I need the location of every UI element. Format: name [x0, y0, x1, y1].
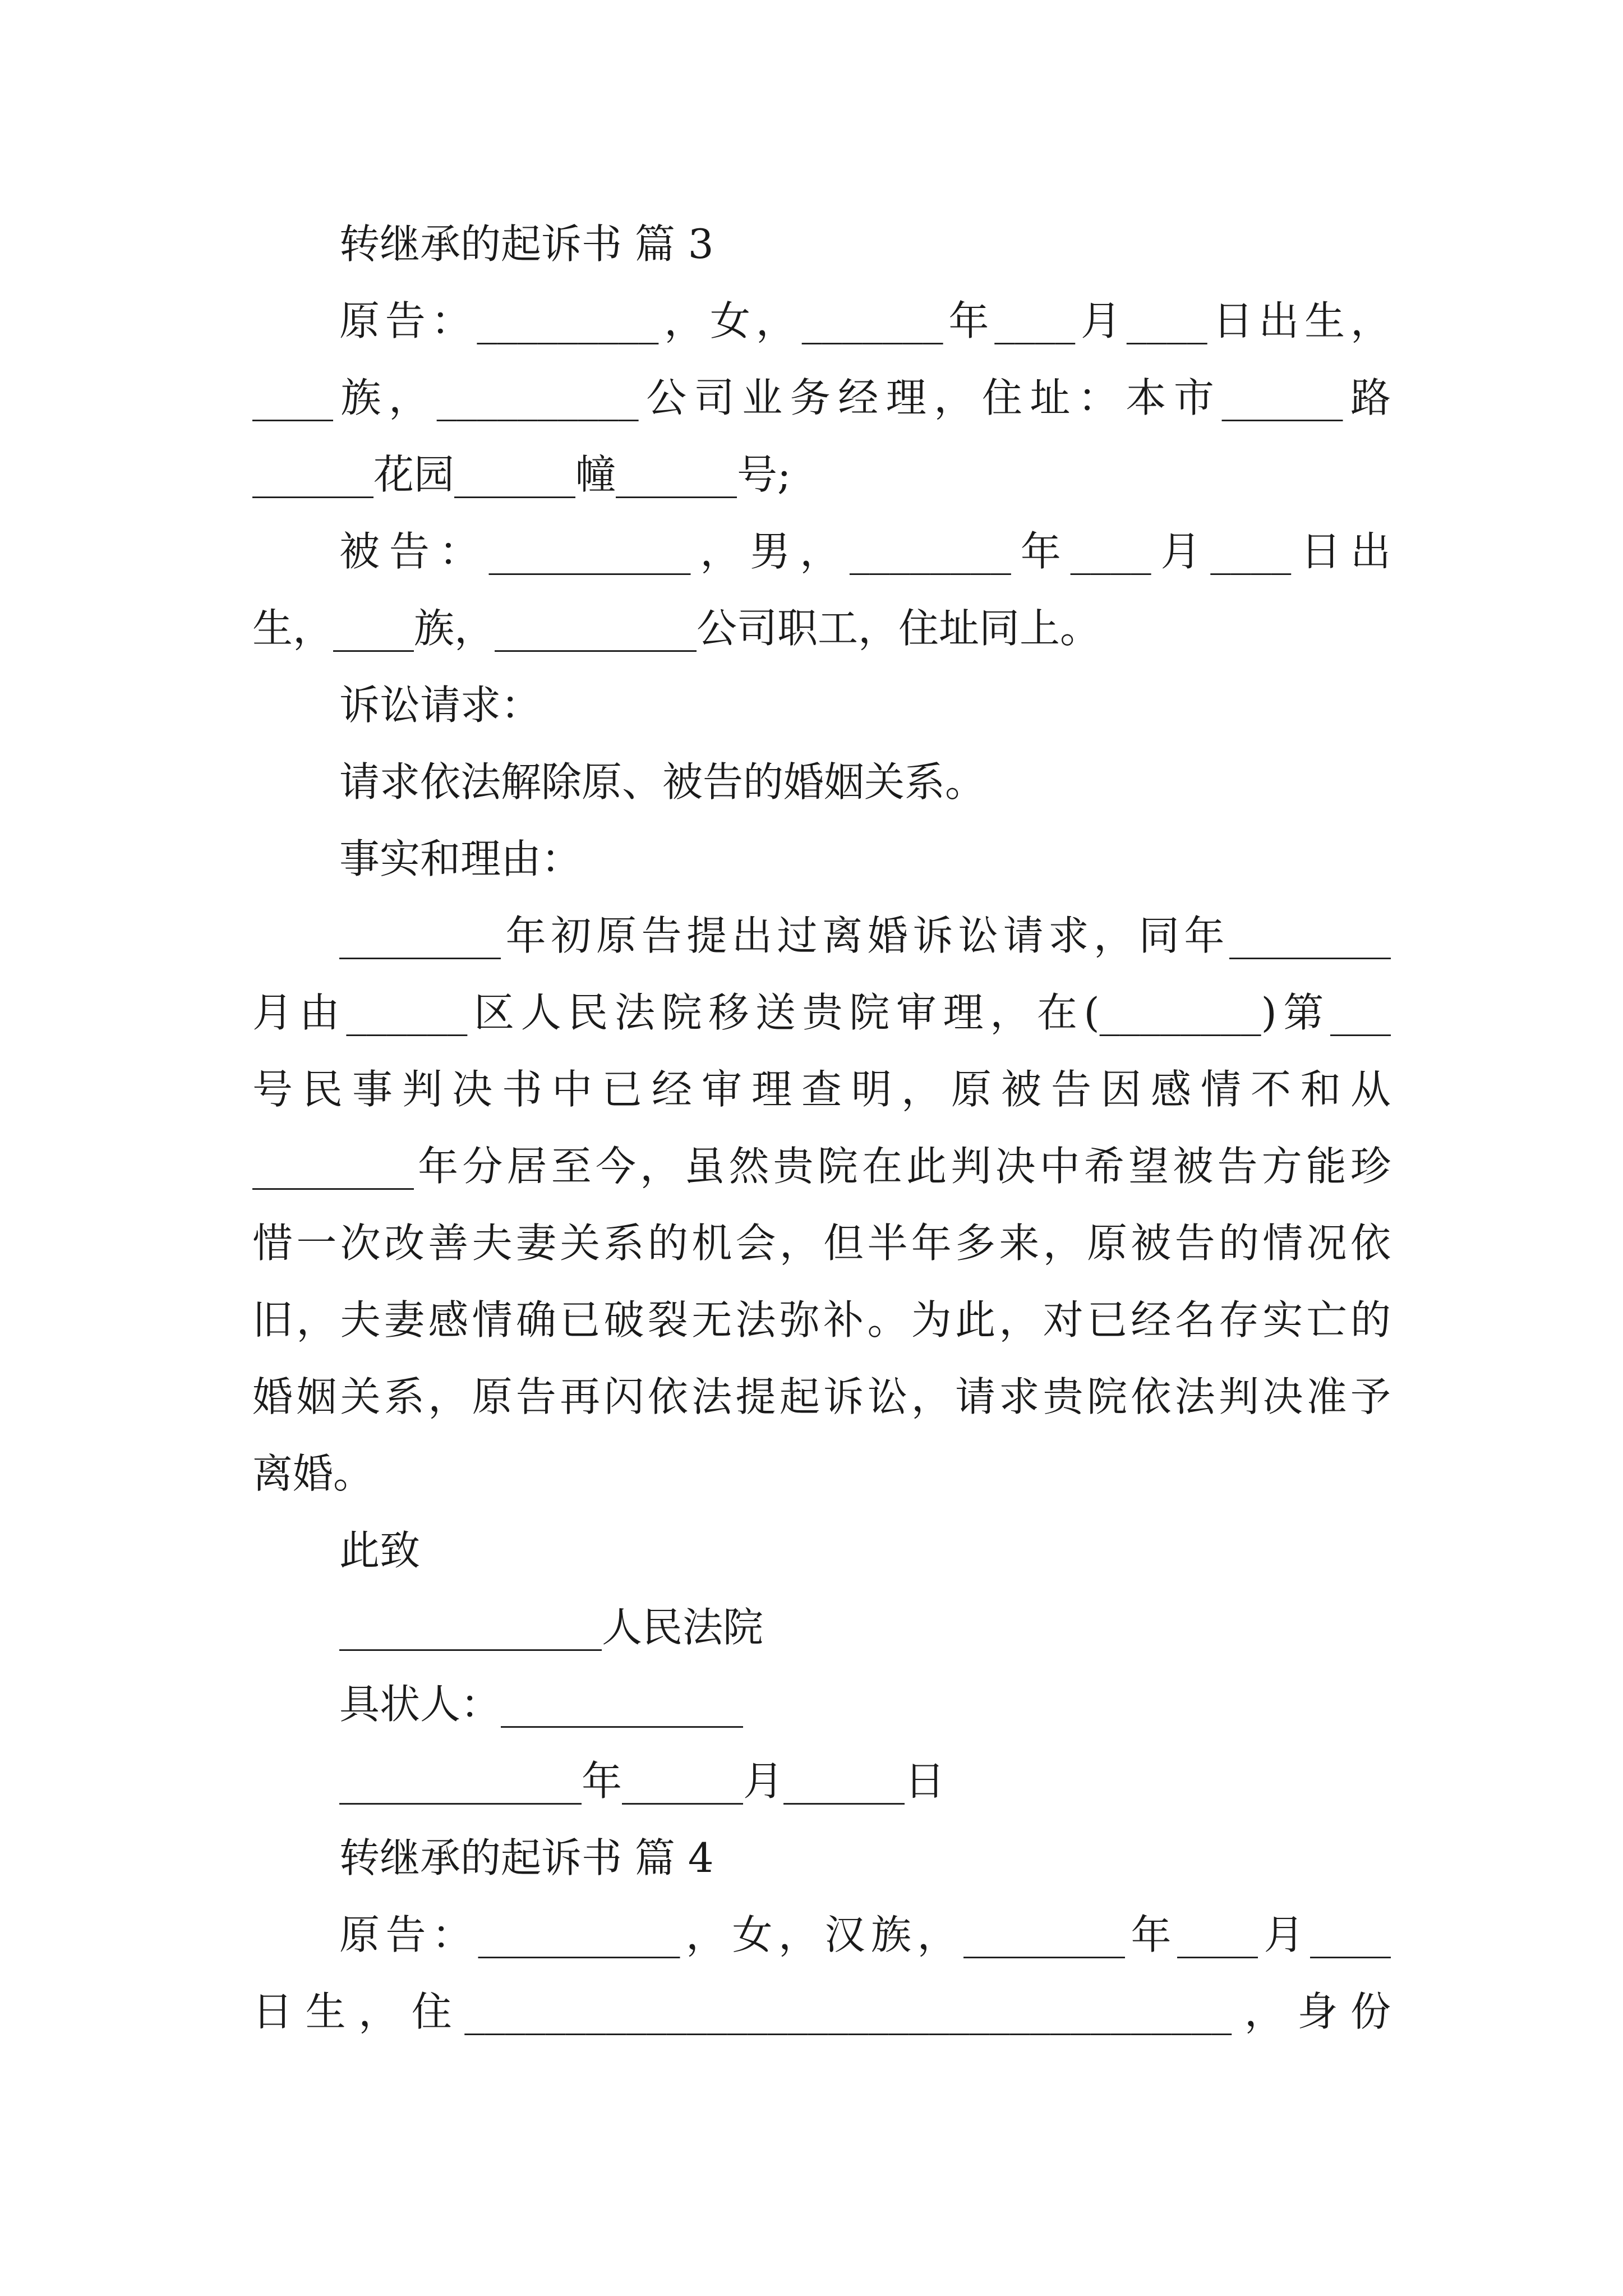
- defendant-line-2: 生，____族，__________公司职工，住址同上。: [252, 605, 1101, 652]
- plaintiff-line-3: ______花园______幢______号;: [252, 451, 791, 498]
- facts-heading: 事实和理由：: [339, 835, 582, 882]
- date-line: ____________年______月______日: [339, 1757, 945, 1805]
- plaintiff-4-line-1: 原告：__________，女，汉族，________年____月____: [339, 1911, 1391, 1958]
- defendant-line-1: 被告：__________，男，________年____月____日出: [339, 528, 1391, 575]
- plaintiff-line-1: 原告：_________，女，_______年____月____日出生，: [339, 297, 1391, 344]
- facts-line-4: ________年分居至今，虽然贵院在此判决中希望被告方能珍: [252, 1143, 1391, 1190]
- claims-text: 请求依法解除原、被告的婚姻关系。: [339, 758, 986, 806]
- plaintiff-line-2: ____族，__________公司业务经理，住址：本市______路: [252, 374, 1391, 421]
- court-name-line: _____________人民法院: [339, 1604, 764, 1651]
- facts-line-5: 惜一次改善夫妻关系的机会，但半年多来，原被告的情况依: [252, 1220, 1391, 1267]
- plaintiff-4-line-2: 日生，住______________________________________，身份: [252, 1988, 1391, 2035]
- claims-heading: 诉讼请求：: [339, 682, 542, 729]
- facts-line-2: 月由______区人民法院移送贵院审理，在(________)第___: [252, 989, 1391, 1036]
- facts-line-1: ________年初原告提出过离婚诉讼请求，同年________: [339, 912, 1391, 959]
- facts-line-7: 婚姻关系，原告再闪依法提起诉讼，请求贵院依法判决准予: [252, 1373, 1391, 1420]
- section-title-3: 转继承的起诉书 篇 3: [339, 220, 714, 268]
- section-title-4: 转继承的起诉书 篇 4: [339, 1834, 714, 1881]
- salutation: 此致: [339, 1527, 421, 1574]
- signer-line: 具状人：____________: [339, 1681, 744, 1728]
- facts-line-8: 离婚。: [252, 1450, 374, 1497]
- facts-line-3: 号民事判决书中已经审理查明，原被告因感情不和从: [252, 1066, 1391, 1113]
- facts-line-6: 旧，夫妻感情确已破裂无法弥补。为此，对已经名存实亡的: [252, 1296, 1391, 1343]
